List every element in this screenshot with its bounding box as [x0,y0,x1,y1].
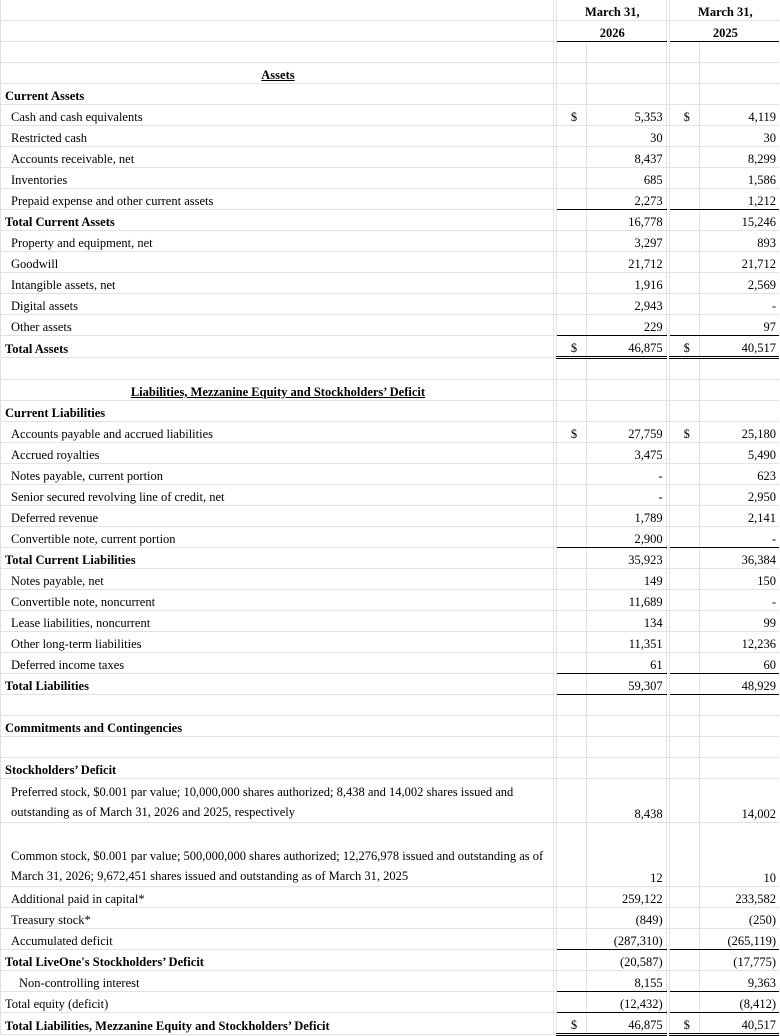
table-row [1,569,780,590]
currency-symbol-2026: $ [556,105,586,126]
currency-symbol-2026 [556,401,586,422]
currency-symbol-2025 [669,252,699,273]
value-2025: 233,582 [699,887,779,908]
table-row [1,653,780,674]
row-label-deferred-revenue: Deferred revenue [1,506,554,527]
currency-symbol-2026 [556,590,586,611]
table-row [1,443,780,464]
currency-symbol-2025 [669,210,699,231]
value-2025: (17,775) [699,950,779,971]
value-2025: 893 [699,231,779,252]
currency-symbol-2025 [669,506,699,527]
table-row [1,84,780,105]
table-row [1,231,780,252]
currency-symbol-2025 [669,443,699,464]
currency-symbol-2025 [669,971,699,992]
value-2025: 14,002 [699,779,779,823]
row-label-common-stock-0-001-par-value-500-000-000: Common stock, $0.001 par value; 500,000,000 shares authorized; 12,276,978 issued and outstanding as of March 31, 2026; 9,672,451 shares issued and outstanding as of March 31, 2025 [1,823,554,887]
currency-symbol-2025 [669,653,699,674]
row-label-property-and-equipment-net: Property and equipment, net [1,231,554,252]
currency-symbol-2025 [669,273,699,294]
value-2026: 2,273 [587,189,667,210]
value-2025: 40,517 [699,336,779,358]
currency-symbol-2025 [669,548,699,569]
value-2026: (287,310) [587,929,667,950]
value-2025: 1,212 [699,189,779,210]
value-2026: 1,916 [587,273,667,294]
currency-symbol-2025 [669,887,699,908]
currency-symbol-2025 [669,992,699,1013]
table-row [1,336,780,358]
row-label-current-assets: Current Assets [1,84,554,105]
currency-symbol-2026 [556,632,586,653]
value-2026: 2,943 [587,294,667,315]
currency-symbol-2026: $ [556,336,586,358]
currency-symbol-2025 [669,485,699,506]
row-label-digital-assets: Digital assets [1,294,554,315]
value-2025: 21,712 [699,252,779,273]
currency-symbol-2026 [556,653,586,674]
currency-symbol-2025 [669,168,699,189]
currency-symbol-2026 [556,779,586,823]
currency-symbol-2025 [669,611,699,632]
table-row [1,632,780,653]
table-row [1,611,780,632]
table-row [1,485,780,506]
table-row [1,105,780,126]
value-2026 [587,84,667,105]
table-row [1,779,780,823]
row-label-non-controlling-interest: Non-controlling interest [1,971,554,992]
currency-symbol-2026 [556,168,586,189]
stockholders-heading-row [1,758,780,779]
currency-symbol-2025 [669,527,699,548]
currency-symbol-2026 [556,887,586,908]
value-2025: 10 [699,823,779,887]
value-2025 [699,401,779,422]
column-header-2025-month: March 31, [669,0,779,21]
value-2025: - [699,294,779,315]
value-2025: 2,569 [699,273,779,294]
currency-symbol-2026 [556,823,586,887]
value-2026: 3,475 [587,443,667,464]
value-2026: 134 [587,611,667,632]
currency-symbol-2025 [669,632,699,653]
currency-symbol-2026 [556,929,586,950]
row-label-goodwill: Goodwill [1,252,554,273]
value-2025: 97 [699,315,779,336]
value-2026: 2,900 [587,527,667,548]
value-2026: (20,587) [587,950,667,971]
value-2025: 30 [699,126,779,147]
value-2025: 25,180 [699,422,779,443]
value-2026: 5,353 [587,105,667,126]
table-row [1,971,780,992]
row-label-total-liabilities-mezzanine-equity-and-s: Total Liabilities, Mezzanine Equity and Stockholders’ Deficit [1,1013,554,1035]
currency-symbol-2025 [669,908,699,929]
section-heading-assets: Assets [261,68,295,82]
currency-symbol-2026: $ [556,1013,586,1035]
currency-symbol-2025 [669,929,699,950]
value-2026: 8,438 [587,779,667,823]
row-label-treasury-stock: Treasury stock* [1,908,554,929]
value-2025: (265,119) [699,929,779,950]
row-label-accrued-royalties: Accrued royalties [1,443,554,464]
currency-symbol-2026 [556,147,586,168]
value-2025: 40,517 [699,1013,779,1035]
currency-symbol-2025 [669,823,699,887]
table-row [1,992,780,1013]
currency-symbol-2026 [556,992,586,1013]
row-label-deferred-income-taxes: Deferred income taxes [1,653,554,674]
row-label-accumulated-deficit: Accumulated deficit [1,929,554,950]
commitments-row [1,716,780,737]
row-label-accounts-receivable-net: Accounts receivable, net [1,147,554,168]
table-row [1,1013,780,1035]
row-label-total-current-assets: Total Current Assets [1,210,554,231]
row-label-inventories: Inventories [1,168,554,189]
table-row [1,908,780,929]
currency-symbol-2025 [669,126,699,147]
currency-symbol-2025: $ [669,336,699,358]
currency-symbol-2026 [556,548,586,569]
value-2026: 229 [587,315,667,336]
value-2025: 48,929 [699,674,779,695]
value-2025: (250) [699,908,779,929]
value-2025: 2,141 [699,506,779,527]
table-row [1,464,780,485]
column-header-row-2 [1,21,780,42]
row-label-restricted-cash: Restricted cash [1,126,554,147]
value-2025: 15,246 [699,210,779,231]
section-heading-row [1,380,780,401]
table-row [1,887,780,908]
row-label-intangible-assets-net: Intangible assets, net [1,273,554,294]
currency-symbol-2025 [669,569,699,590]
value-2025: 1,586 [699,168,779,189]
table-row [1,294,780,315]
value-2025: 5,490 [699,443,779,464]
row-label-prepaid-expense-and-other-current-assets: Prepaid expense and other current assets [1,189,554,210]
currency-symbol-2025 [669,674,699,695]
value-2025: 9,363 [699,971,779,992]
column-header-row-1 [1,0,780,21]
row-label-total-liabilities: Total Liabilities [1,674,554,695]
table-row [1,674,780,695]
value-2026: 12 [587,823,667,887]
value-2025: 8,299 [699,147,779,168]
value-2025: 2,950 [699,485,779,506]
currency-symbol-2026 [556,464,586,485]
currency-symbol-2025 [669,147,699,168]
table-row [1,527,780,548]
value-2026: 27,759 [587,422,667,443]
value-2025: 60 [699,653,779,674]
table-row [1,252,780,273]
currency-symbol-2026 [556,527,586,548]
value-2025: 99 [699,611,779,632]
row-label-lease-liabilities-noncurrent: Lease liabilities, noncurrent [1,611,554,632]
table-row [1,189,780,210]
value-2026: 3,297 [587,231,667,252]
value-2025: - [699,590,779,611]
row-label-convertible-note-current-portion: Convertible note, current portion [1,527,554,548]
table-row [1,548,780,569]
value-2026 [587,401,667,422]
value-2026: 59,307 [587,674,667,695]
value-2026: 46,875 [587,1013,667,1035]
section-heading-commitments: Commitments and Contingencies [1,716,554,737]
currency-symbol-2026 [556,569,586,590]
currency-symbol-2025: $ [669,422,699,443]
currency-symbol-2026 [556,294,586,315]
row-label-senior-secured-revolving-line-of-credit-: Senior secured revolving line of credit, net [1,485,554,506]
row-label-notes-payable-current-portion: Notes payable, current portion [1,464,554,485]
value-2026: 8,155 [587,971,667,992]
value-2026: 61 [587,653,667,674]
value-2025: - [699,527,779,548]
currency-symbol-2026 [556,908,586,929]
value-2026: 16,778 [587,210,667,231]
currency-symbol-2025 [669,231,699,252]
value-2025: 4,119 [699,105,779,126]
currency-symbol-2026 [556,84,586,105]
value-2025: (8,412) [699,992,779,1013]
currency-symbol-2026 [556,252,586,273]
value-2026: 21,712 [587,252,667,273]
section-heading-liabilities: Liabilities, Mezzanine Equity and Stockholders’ Deficit [130,385,426,399]
currency-symbol-2025 [669,590,699,611]
table-row [1,273,780,294]
row-label-total-current-liabilities: Total Current Liabilities [1,548,554,569]
row-label-other-long-term-liabilities: Other long-term liabilities [1,632,554,653]
value-2025: 623 [699,464,779,485]
value-2026: - [587,464,667,485]
row-label-additional-paid-in-capital: Additional paid in capital* [1,887,554,908]
currency-symbol-2026 [556,485,586,506]
row-label-convertible-note-noncurrent: Convertible note, noncurrent [1,590,554,611]
value-2026: 149 [587,569,667,590]
column-header-2025-year: 2025 [669,21,779,42]
currency-symbol-2025 [669,84,699,105]
currency-symbol-2025: $ [669,105,699,126]
value-2025: 12,236 [699,632,779,653]
currency-symbol-2025 [669,464,699,485]
value-2025 [699,84,779,105]
value-2026: 35,923 [587,548,667,569]
table-row [1,210,780,231]
currency-symbol-2026 [556,126,586,147]
currency-symbol-2025 [669,294,699,315]
currency-symbol-2026 [556,231,586,252]
currency-symbol-2026: $ [556,422,586,443]
value-2026: 30 [587,126,667,147]
value-2026: 46,875 [587,336,667,358]
table-row [1,590,780,611]
currency-symbol-2026 [556,315,586,336]
table-row [1,929,780,950]
currency-symbol-2025 [669,401,699,422]
value-2026: 1,789 [587,506,667,527]
value-2026: 259,122 [587,887,667,908]
value-2026: 11,351 [587,632,667,653]
value-2026: 685 [587,168,667,189]
value-2025: 36,384 [699,548,779,569]
table-row [1,126,780,147]
value-2026: 8,437 [587,147,667,168]
currency-symbol-2026 [556,674,586,695]
value-2026: (849) [587,908,667,929]
table-row [1,147,780,168]
currency-symbol-2025 [669,315,699,336]
row-label-total-liveone-s-stockholders-deficit: Total LiveOne's Stockholders’ Deficit [1,950,554,971]
currency-symbol-2026 [556,443,586,464]
currency-symbol-2026 [556,189,586,210]
currency-symbol-2025 [669,950,699,971]
table-row [1,401,780,422]
row-label-notes-payable-net: Notes payable, net [1,569,554,590]
table-row [1,422,780,443]
row-label-total-equity-deficit: Total equity (deficit) [1,992,554,1013]
currency-symbol-2026 [556,210,586,231]
row-label-total-assets: Total Assets [1,336,554,358]
row-label-cash-and-cash-equivalents: Cash and cash equivalents [1,105,554,126]
currency-symbol-2025: $ [669,1013,699,1035]
value-2026: (12,432) [587,992,667,1013]
column-header-2026-month: March 31, [556,0,666,21]
row-label-current-liabilities: Current Liabilities [1,401,554,422]
section-heading-stockholders: Stockholders’ Deficit [1,758,554,779]
value-2025: 150 [699,569,779,590]
row-label-accounts-payable-and-accrued-liabilities: Accounts payable and accrued liabilities [1,422,554,443]
table-row [1,315,780,336]
currency-symbol-2026 [556,950,586,971]
table-row [1,168,780,189]
currency-symbol-2026 [556,506,586,527]
currency-symbol-2025 [669,189,699,210]
currency-symbol-2026 [556,611,586,632]
row-label-preferred-stock-0-001-par-value-10-000-0: Preferred stock, $0.001 par value; 10,000,000 shares authorized; 8,438 and 14,002 shares issued and outstanding as of March 31, 2026 and 2025, respectively [1,779,554,823]
currency-symbol-2026 [556,971,586,992]
section-heading-row [1,63,780,84]
value-2026: - [587,485,667,506]
table-row [1,950,780,971]
value-2026: 11,689 [587,590,667,611]
currency-symbol-2025 [669,779,699,823]
currency-symbol-2026 [556,273,586,294]
row-label-other-assets: Other assets [1,315,554,336]
table-row [1,506,780,527]
column-header-2026-year: 2026 [556,21,666,42]
table-row [1,823,780,887]
